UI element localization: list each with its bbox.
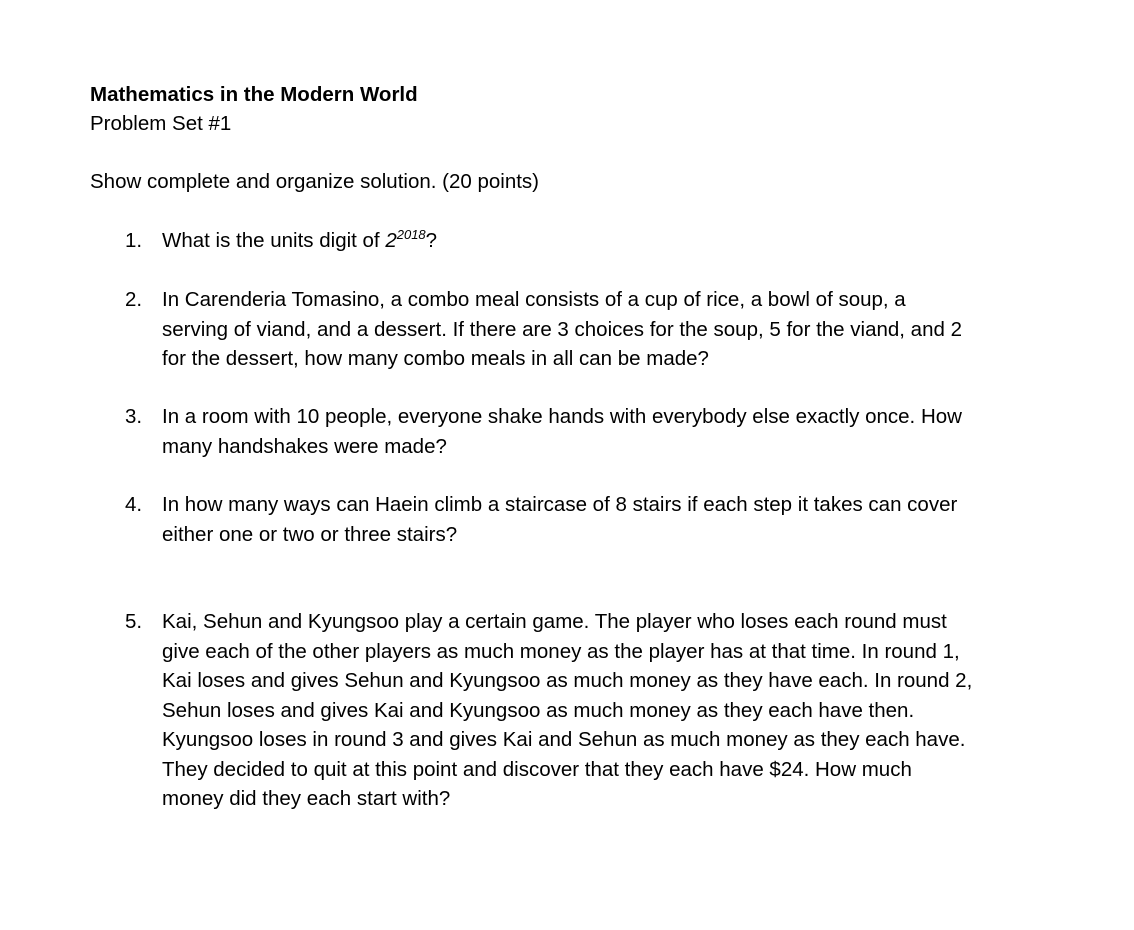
problem-1 xyxy=(125,226,1045,256)
problem-text xyxy=(162,285,1045,374)
problem-number: 4. xyxy=(125,493,143,516)
instructions: Show complete and organize solution. (20 points) xyxy=(90,170,539,193)
problem-line: In a room with 10 people, everyone shake hands with everybody else exactly once. How xyxy=(162,405,962,428)
problem-number: 1. xyxy=(125,229,143,252)
problem-line: give each of the other players as much money as the player has at that time. In round 1, xyxy=(162,639,960,663)
problem-line: serving of viand, and a dessert. If there are 3 choices for the soup, 5 for the viand, and 2 xyxy=(162,317,962,341)
problem-line: many handshakes were made? xyxy=(162,434,447,458)
problem-line: In how many ways can Haein climb a staircase of 8 stairs if each step it takes can cover xyxy=(162,493,958,516)
problem-line: Kai loses and gives Sehun and Kyungsoo as much money as they have each. In round 2, xyxy=(162,669,973,692)
problem-text xyxy=(162,402,1045,461)
problem-line: They decided to quit at this point and discover that they each have $24. How much xyxy=(162,757,912,781)
power-exponent: 2018 xyxy=(396,227,426,242)
problem-text xyxy=(162,607,1045,814)
course-title: Mathematics in the Modern World xyxy=(90,83,418,106)
problem-number: 3. xyxy=(125,405,143,428)
problem-line xyxy=(162,226,1045,256)
problem-2 xyxy=(125,285,1045,374)
problem-4 xyxy=(125,490,1045,549)
problem-line: for the dessert, how many combo meals in all can be made? xyxy=(162,347,709,370)
problem-line: money did they each start with? xyxy=(162,787,451,810)
problem-1-prefix: What is the units digit of xyxy=(162,229,386,252)
problem-line: In Carenderia Tomasino, a combo meal consists of a cup of rice, a bowl of soup, a xyxy=(162,288,906,311)
problem-line: Kyungsoo loses in round 3 and gives Kai and Sehun as much money as they each have. xyxy=(162,728,966,751)
problem-line: either one or two or three stairs? xyxy=(162,522,458,546)
problem-line: Sehun loses and gives Kai and Kyungsoo as much money as they each have then. xyxy=(162,698,915,722)
problem-text xyxy=(162,226,1045,256)
power-expression xyxy=(385,229,425,252)
problem-text xyxy=(162,490,1045,549)
problem-5 xyxy=(125,607,1045,814)
problem-3 xyxy=(125,402,1045,461)
problem-1-suffix: ? xyxy=(425,229,438,252)
problem-number: 5. xyxy=(125,610,143,633)
problem-number: 2. xyxy=(125,288,143,311)
problem-set-label: Problem Set #1 xyxy=(90,112,232,135)
problem-line: Kai, Sehun and Kyungsoo play a certain game. The player who loses each round must xyxy=(162,610,947,633)
power-base: 2 xyxy=(385,229,397,252)
